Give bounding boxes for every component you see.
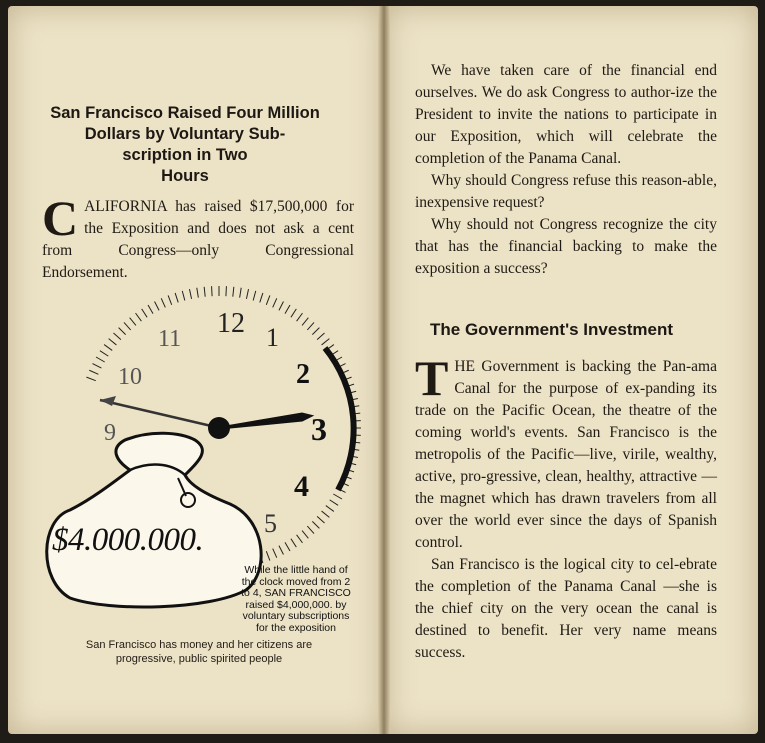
numeral-10: 10 xyxy=(118,364,142,390)
drop-cap: C xyxy=(42,190,79,246)
money-bag-label: $4.000.000. xyxy=(52,522,204,558)
numeral-5: 5 xyxy=(264,509,277,538)
paragraph: We have taken care of the financial end ourselves. We do ask Congress to author-ize the President to invite the nations to participate in our Exposition, which will celebrate the completion of the Panama Canal. xyxy=(415,62,717,167)
book-gutter xyxy=(378,6,390,734)
right-top-text xyxy=(415,60,717,280)
clock-note: While the little hand of the clock moved from 2 to 4, SAN FRANCISCO raised $4,000,000. by voluntary subscriptions for the exposition xyxy=(241,564,351,634)
intro-text: ALIFORNIA has raised $17,500,000 for the Exposition and does not ask a cent from Congress—only Congressional Endorsement. xyxy=(42,198,354,281)
title-line: San Francisco Raised Four Million xyxy=(50,104,320,122)
left-page-title xyxy=(40,103,330,187)
right-body-text xyxy=(415,350,717,664)
illustration-caption: San Francisco has money and her citizens are progressive, public spirited people xyxy=(85,639,313,665)
paragraph: San Francisco is the logical city to cel-ebrate the completion of the Panama Canal —she is the chief city on the very ocean the canal is destined to benefit. Her very name means success. xyxy=(415,556,717,661)
paragraph: Why should not Congress recognize the city that has the financial backing to make the exposition a success? xyxy=(415,216,717,277)
title-line: scription in Two xyxy=(122,146,248,164)
paragraph: Why should Congress refuse this reason-able, inexpensive request? xyxy=(415,172,717,211)
section-heading: The Government's Investment xyxy=(430,320,674,339)
numeral-2: 2 xyxy=(296,359,310,390)
numeral-1: 1 xyxy=(266,323,279,352)
paragraph xyxy=(415,350,717,554)
left-intro-paragraph xyxy=(42,190,354,284)
numeral-3: 3 xyxy=(311,411,327,447)
title-line: Dollars by Voluntary Sub- xyxy=(84,125,286,143)
numeral-12: 12 xyxy=(217,308,245,339)
numeral-11: 11 xyxy=(158,326,182,352)
numeral-9: 9 xyxy=(104,420,116,446)
title-line: Hours xyxy=(161,167,209,185)
drop-cap: T xyxy=(415,350,449,406)
numeral-4: 4 xyxy=(294,470,309,503)
body-text: HE Government is backing the Pan-ama Canal for the purpose of ex-panding its trade on the Pacific Ocean, the theatre of the coming world's events. San Francisco is the metropolis of the Pacific—live, virile, wealthy, active, pro-gressive, clean, healthy, attractive — the magnet which has drawn travelers from all over the world ever since the days of Spanish control. xyxy=(415,358,717,551)
